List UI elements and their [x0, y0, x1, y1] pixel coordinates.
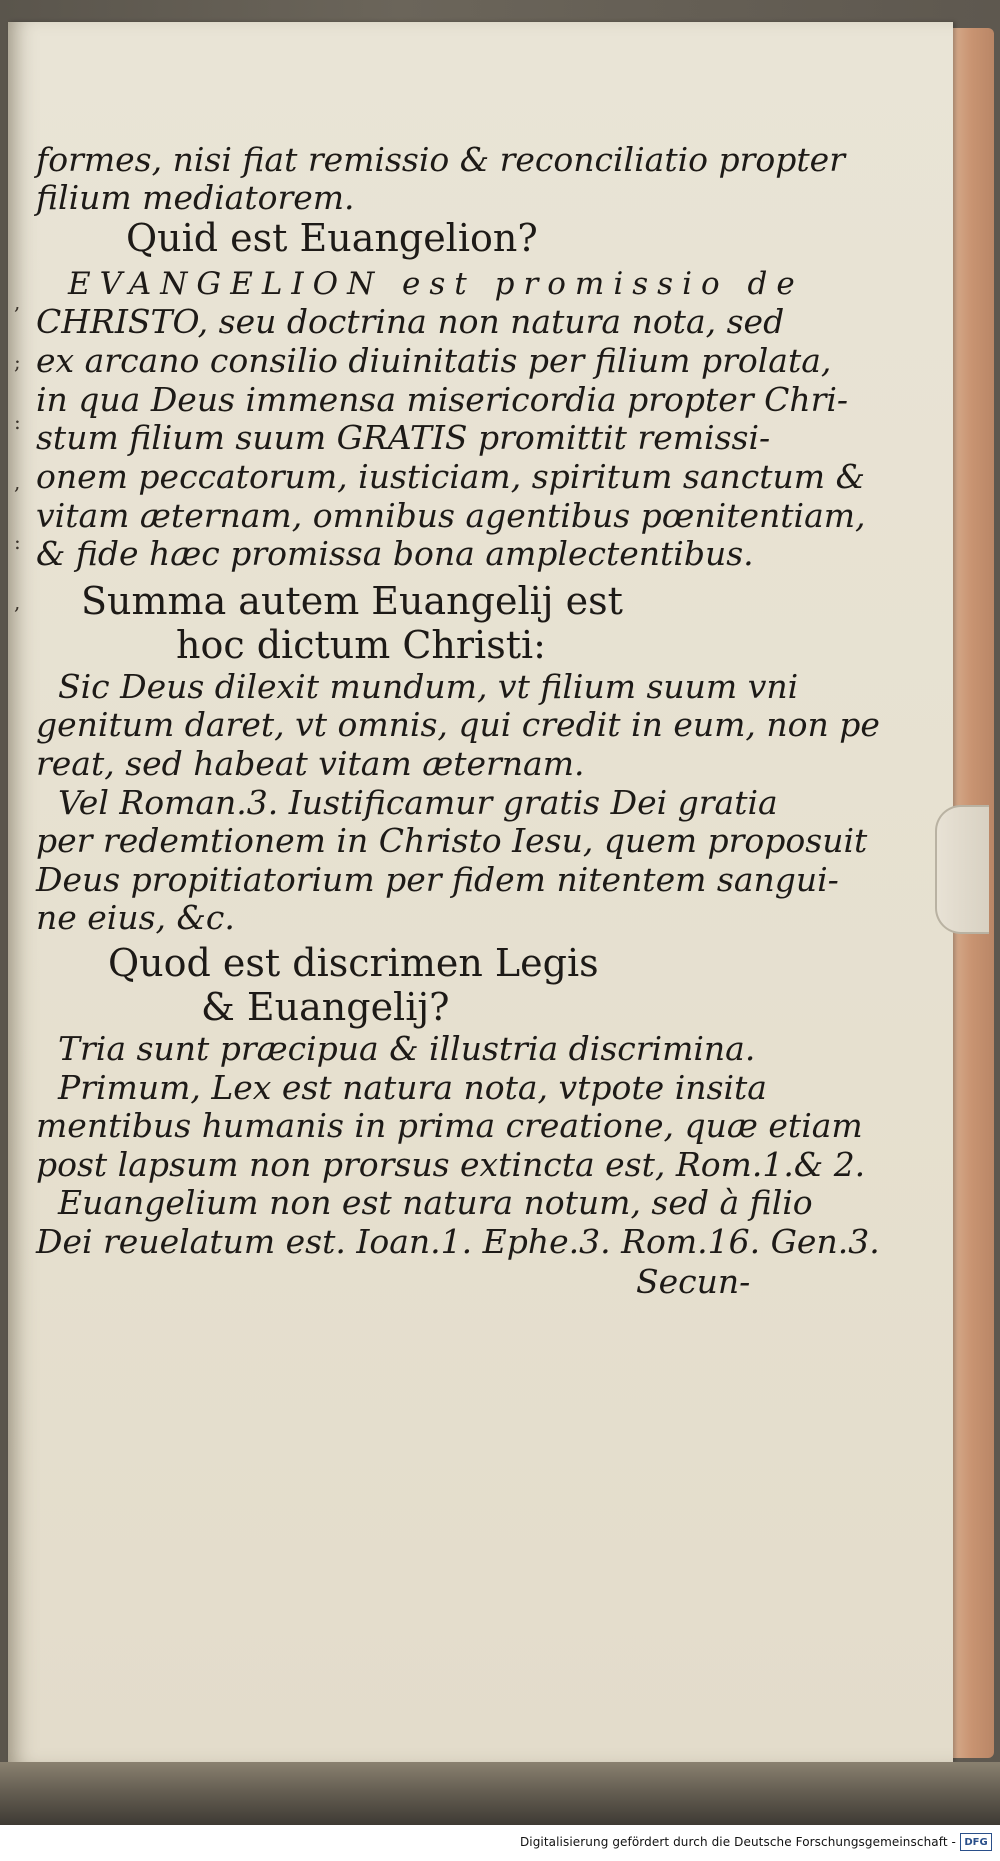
heading-discrimen-legis: Quod est discrimen Legis — [108, 941, 599, 985]
margin-marks: , ; : , : , — [14, 290, 21, 614]
text-line: reat, sed habeat vitam æternam. — [36, 744, 585, 783]
text-line: per redemtionem in Christo Iesu, quem proposuit — [36, 821, 868, 860]
text-line: EVANGELION est promissio de — [68, 266, 804, 302]
book-page — [8, 22, 953, 1762]
text-line: filium mediatorem. — [36, 178, 355, 217]
bookmark-tab — [935, 805, 989, 934]
text-line: Euangelium non est natura notum, sed à filio — [58, 1183, 813, 1222]
heading-summa-euangelij: Summa autem Euangelij est — [81, 579, 623, 623]
text-line: Sic Deus dilexit mundum, vt filium suum vni — [58, 667, 799, 706]
text-line: CHRISTO, seu doctrina non natura nota, sed — [36, 302, 785, 341]
text-line: formes, nisi fiat remissio & reconciliatio propter — [36, 140, 845, 179]
text-line: genitum daret, vt omnis, qui credit in eum, non pe — [36, 705, 880, 744]
text-line: Primum, Lex est natura nota, vtpote insita — [58, 1068, 767, 1107]
text-line: stum filium suum GRATIS promittit remissi- — [36, 418, 771, 457]
book-board-bottom — [0, 1762, 1000, 1825]
text-line: post lapsum non prorsus extincta est, Rom.1.& 2. — [36, 1145, 866, 1184]
text-line: ne eius, &c. — [36, 898, 235, 937]
text-line: vitam æternam, omnibus agentibus pœnitentiam, — [36, 496, 866, 535]
text-line: ex arcano consilio diuinitatis per filium prolata, — [36, 341, 832, 380]
text-line: & fide hæc promissa bona amplectentibus. — [36, 534, 754, 573]
text-line: Tria sunt præcipua & illustria discrimina. — [58, 1029, 756, 1068]
funding-credit: Digitalisierung gefördert durch die Deutsche Forschungsgemeinschaft - — [519, 1835, 956, 1849]
text-line: in qua Deus immensa misericordia propter Chri- — [36, 380, 849, 419]
text-line: Deus propitiatorium per fidem nitentem sangui- — [36, 860, 839, 899]
footer-bar — [0, 1825, 1000, 1861]
text-line: Dei reuelatum est. Ioan.1. Ephe.3. Rom.16. Gen.3. — [36, 1222, 880, 1261]
heading-dictum-christi: hoc dictum Christi: — [176, 623, 546, 667]
text-line: onem peccatorum, iusticiam, spiritum sanctum & — [36, 457, 865, 496]
catchword: Secun- — [636, 1262, 751, 1301]
dfg-logo-icon: DFG — [960, 1833, 992, 1851]
text-line: Vel Roman.3. Iustificamur gratis Dei gratia — [58, 783, 778, 822]
heading-quid-est-euangelion: Quid est Euangelion? — [126, 216, 538, 260]
text-line: mentibus humanis in prima creatione, quæ etiam — [36, 1106, 863, 1145]
heading-et-euangelij: & Euangelij? — [201, 985, 450, 1029]
